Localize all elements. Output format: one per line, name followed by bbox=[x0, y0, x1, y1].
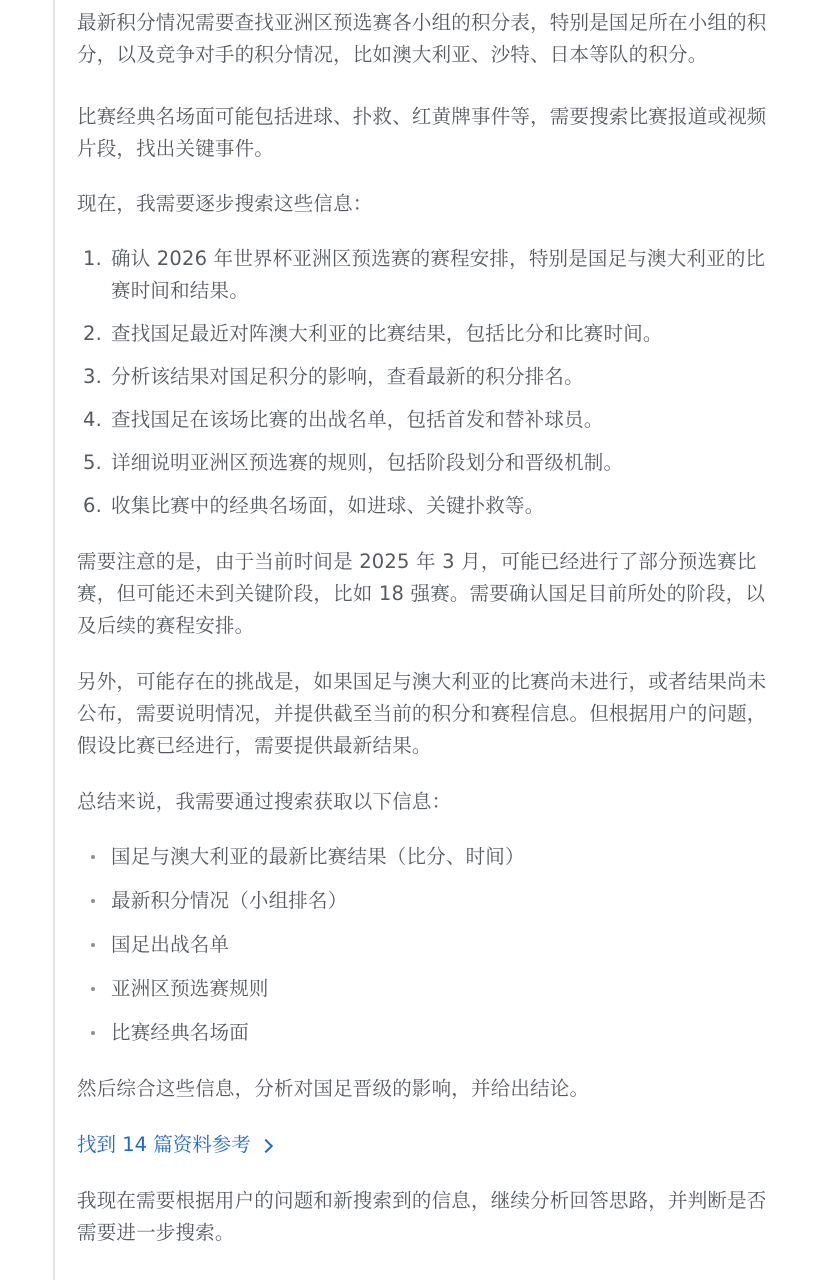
list-item: 5. 详细说明亚洲区预选赛的规则，包括阶段划分和晋级机制。 bbox=[83, 451, 624, 474]
thinking-content bbox=[77, 0, 767, 1249]
list-item: 6. 收集比赛中的经典名场面，如进球、关键扑救等。 bbox=[83, 494, 545, 517]
paragraph: 需要注意的是，由于当前时间是 2025 年 3 月，可能已经进行了部分预选赛比赛，但可能还未到关键阶段，比如 18 强赛。需要确认国足目前所处的阶段，以及后续的赛程安排。 bbox=[77, 550, 766, 637]
list-item: 比赛经典名场面 bbox=[77, 1017, 767, 1049]
paragraph: 最新积分情况需要查找亚洲区预选赛各小组的积分表，特别是国足所在小组的积分，以及竞争对手的积分情况，比如澳大利亚、沙特、日本等队的积分。 bbox=[77, 11, 767, 66]
paragraph: 另外，可能存在的挑战是，如果国足与澳大利亚的比赛尚未进行，或者结果尚未公布，需要说明情况，并提供截至当前的积分和赛程信息。但根据用户的问题，假设比赛已经进行，需要提供最新结果。 bbox=[77, 670, 767, 757]
bullet-dot bbox=[91, 987, 95, 991]
list-item: 最新积分情况（小组排名） bbox=[77, 885, 767, 917]
bullet-dot bbox=[91, 899, 95, 903]
paragraph: 我现在需要根据用户的问题和新搜索到的信息，继续分析回答思路，并判断是否需要进一步搜索。 bbox=[77, 1189, 767, 1244]
references-link[interactable] bbox=[77, 1129, 271, 1161]
list-item: 亚洲区预选赛规则 bbox=[77, 973, 767, 1005]
list-item: 1. 确认 2026 年世界杯亚洲区预选赛的赛程安排，特别是国足与澳大利亚的比赛时间和结果。 bbox=[83, 247, 766, 302]
references-link-label: 找到 14 篇资料参考 bbox=[77, 1133, 251, 1156]
paragraph: 现在，我需要逐步搜索这些信息： bbox=[77, 192, 373, 215]
paragraph: 然后综合这些信息，分析对国足晋级的影响，并给出结论。 bbox=[77, 1077, 590, 1100]
bullet-dot bbox=[91, 1031, 95, 1035]
list-item: 3. 分析该结果对国足积分的影响，查看最新的积分排名。 bbox=[83, 365, 584, 388]
bullet-dot bbox=[91, 943, 95, 947]
list-item: 2. 查找国足最近对阵澳大利亚的比赛结果，包括比分和比赛时间。 bbox=[83, 322, 663, 345]
steps-list bbox=[77, 243, 767, 522]
paragraph: 比赛经典名场面可能包括进球、扑救、红黄牌事件等，需要搜索比赛报道或视频片段，找出关键事件。 bbox=[77, 105, 767, 160]
quote-bar bbox=[53, 0, 55, 1280]
list-item: 4. 查找国足在该场比赛的出战名单，包括首发和替补球员。 bbox=[83, 408, 604, 431]
bullet-dot bbox=[91, 855, 95, 859]
list-item: 国足与澳大利亚的最新比赛结果（比分、时间） bbox=[77, 841, 767, 873]
paragraph: 总结来说，我需要通过搜索获取以下信息： bbox=[77, 790, 452, 813]
list-item: 国足出战名单 bbox=[77, 929, 767, 961]
chevron-right-icon bbox=[259, 1138, 273, 1152]
bullet-list bbox=[77, 841, 767, 1049]
